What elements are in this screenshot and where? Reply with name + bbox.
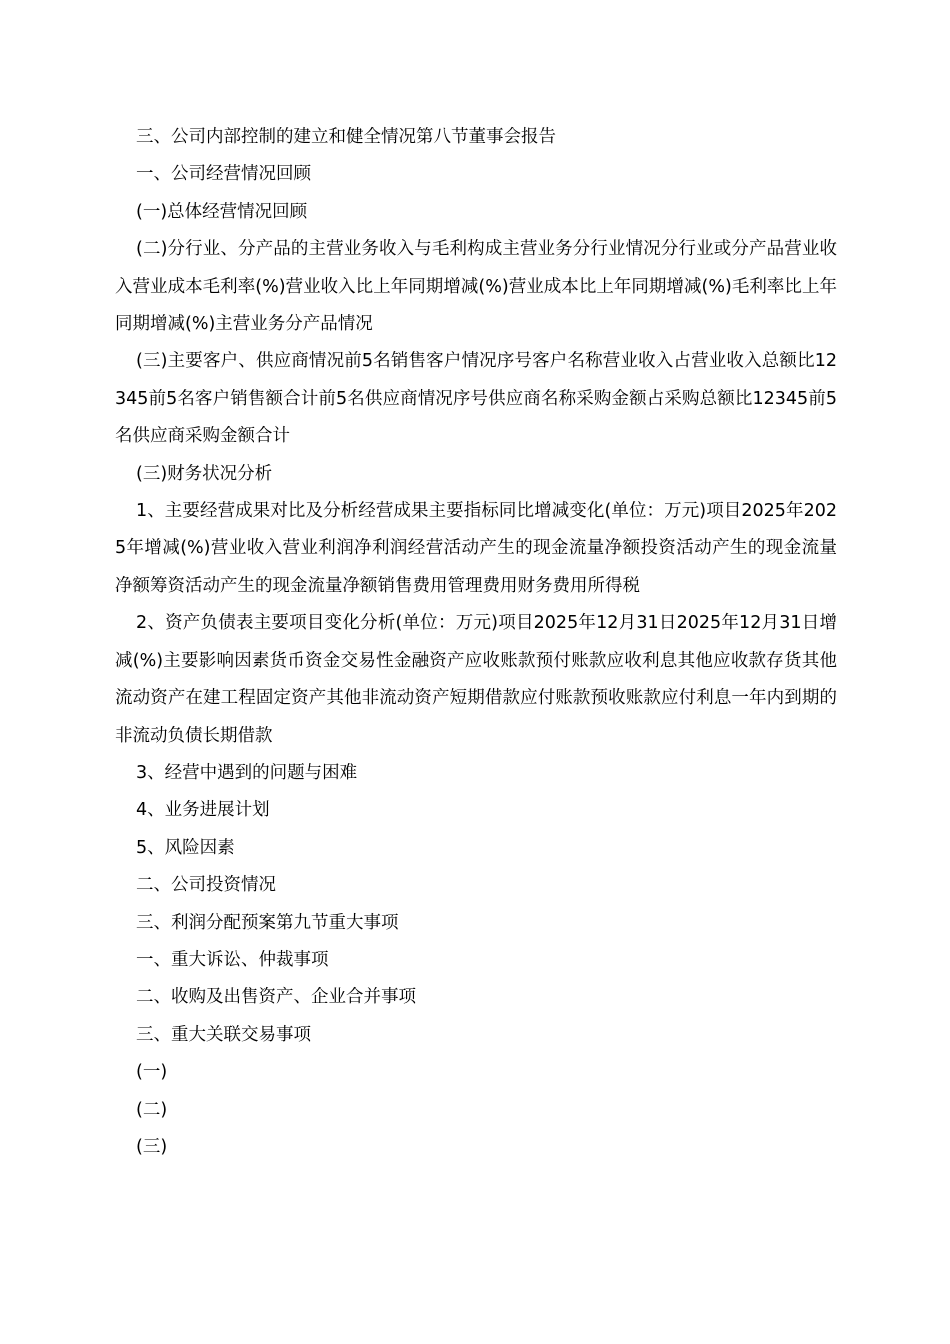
subsection-overall-review: (一)总体经营情况回顾 <box>136 201 308 222</box>
subsection-financial-analysis: (三)财务状况分析 <box>136 463 273 484</box>
paragraph-customers-suppliers: (三)主要客户、供应商情况前5名销售客户情况序号客户名称营业收入占营业收入总额比12345前5名客户销售额合计前5名供应商情况序号供应商名称采购金额占采购总额比12345前5名供应商采购金额合计 <box>115 351 837 447</box>
section-heading-related-transactions: 三、重大关联交易事项 <box>136 1024 311 1045</box>
paragraph-operating-results: 1、主要经营成果对比及分析经营成果主要指标同比增减变化(单位：万元)项目2025年2025年增减(%)营业收入营业利润净利润经营活动产生的现金流量净额投资活动产生的现金流量净额筹资活动产生的现金流量净额销售费用管理费用财务费用所得税 <box>115 501 837 596</box>
section-heading-profit-distribution: 三、利润分配预案第九节重大事项 <box>136 912 399 933</box>
item-business-plan: 4、业务进展计划 <box>136 800 270 821</box>
section-heading-litigation: 一、重大诉讼、仲裁事项 <box>136 949 329 970</box>
section-heading-operations-review: 一、公司经营情况回顾 <box>136 164 311 185</box>
document-body <box>115 119 837 1166</box>
paragraph-revenue-composition: (二)分行业、分产品的主营业务收入与毛利构成主营业务分行业情况分行业或分产品营业收入营业成本毛利率(%)营业收入比上年同期增减(%)营业成本比上年同期增减(%)毛利率比上年同期增减(%)主营业务分产品情况 <box>115 239 837 335</box>
subsection-item-2: (二) <box>136 1099 168 1120</box>
paragraph-balance-sheet: 2、资产负债表主要项目变化分析(单位：万元)项目2025年12月31日2025年12月31日增减(%)主要影响因素货币资金交易性金融资产应收账款预付账款应收利息其他应收款存货其他流动资产在建工程固定资产其他非流动资产短期借款应付账款预收账款应付利息一年内到期的非流动负债长期借款 <box>115 613 837 746</box>
section-heading-internal-control: 三、公司内部控制的建立和健全情况第八节董事会报告 <box>136 127 556 147</box>
item-problems-difficulties: 3、经营中遇到的问题与困难 <box>136 762 358 783</box>
section-heading-acquisitions: 二、收购及出售资产、企业合并事项 <box>136 987 416 1008</box>
item-risk-factors: 5、风险因素 <box>136 837 235 858</box>
subsection-item-3: (三) <box>136 1136 168 1157</box>
section-heading-investments: 二、公司投资情况 <box>136 875 276 896</box>
subsection-item-1: (一) <box>136 1062 168 1083</box>
